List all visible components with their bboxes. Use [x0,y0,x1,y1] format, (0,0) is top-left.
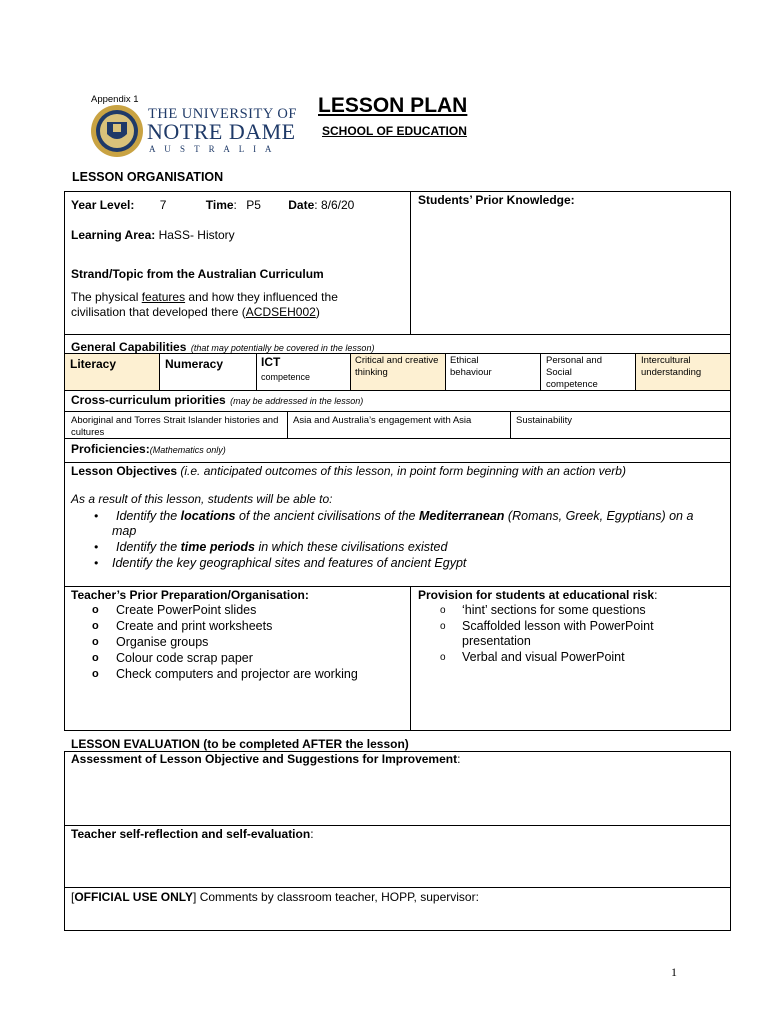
crest-icon [90,104,144,158]
objective-item: • Identify the locations of the ancient civilisations of the Mediterranean (Romans, Greek, Egyptians) on a map [94,509,694,538]
assessment-label: Assessment of Lesson Objective and Suggestions for Improvement: [71,752,461,766]
provision-item: o ‘hint’ sections for some questions [440,603,646,617]
capability-personal-social: Personal and Social competence [546,355,602,390]
page-title: LESSON PLAN [318,94,468,117]
logo-line-3: A U S T R A L I A [149,144,275,154]
year-time-date-row: Year Level: 7 Time: P5 Date: 8/6/20 [71,198,355,212]
preparation-item: o Colour code scrap paper [92,651,253,665]
cross-curriculum-header: Cross-curriculum priorities (may be addressed in the lesson) [71,393,364,407]
objectives-intro: As a result of this lesson, students will be able to: [71,492,333,506]
evaluation-table [64,751,731,931]
provision-list [440,603,700,665]
section-title-evaluation: LESSON EVALUATION (to be completed AFTER the lesson) [71,737,409,751]
priority-sustainability: Sustainability [516,415,572,426]
logo-line-2: NOTRE DAME [147,119,296,144]
preparation-header: Teacher’s Prior Preparation/Organisation: [71,588,309,602]
strand-label: Strand/Topic from the Australian Curriculum [71,267,324,281]
capability-critical-thinking: Critical and creative thinking [351,354,445,390]
preparation-item: o Organise groups [92,635,209,649]
learning-area-label: Learning Area: [71,228,156,242]
date-label: Date [288,198,315,212]
year-level-value: 7 [159,198,167,212]
logo-line-1: THE UNIVERSITY OF [148,106,297,122]
priority-asia: Asia and Australia’s engagement with Asia [293,415,472,426]
appendix-label: Appendix 1 [91,94,139,105]
page-number: 1 [671,965,677,979]
reflection-label: Teacher self-reflection and self-evaluation: [71,827,314,841]
proficiencies-header: Proficiencies:(Mathematics only) [71,442,226,456]
objectives-list [90,509,710,571]
capability-intercultural: Intercultural understanding [636,354,730,390]
preparation-item: o Check computers and projector are working [92,667,358,681]
preparation-list [92,603,402,682]
learning-area-row [71,228,235,242]
section-title-organisation: LESSON ORGANISATION [72,170,224,184]
provision-item: o Scaffolded lesson with PowerPoint presentation [440,619,654,648]
general-capabilities-header: General Capabilities (that may potentially be covered in the lesson) [71,340,375,354]
provision-header: Provision for students at educational risk: [418,588,658,602]
objective-item: • Identify the time periods in which these civilisations existed [94,540,448,554]
time-value: P5 [246,198,261,212]
objectives-header: Lesson Objectives (i.e. anticipated outcomes of this lesson, in point form beginning with an action verb) [71,464,626,478]
preparation-item: o Create PowerPoint slides [92,603,257,617]
preparation-item: o Create and print worksheets [92,619,273,633]
learning-area-value: HaSS- History [158,228,235,242]
official-use-label: [OFFICIAL USE ONLY] Comments by classroom teacher, HOPP, supervisor: [71,890,479,904]
capability-ethical: Ethical behaviour [450,355,492,378]
curriculum-code-link[interactable]: ACDSEH002 [245,305,316,319]
page-subtitle: SCHOOL OF EDUCATION [322,124,467,138]
university-logo [90,102,297,158]
capability-literacy: Literacy [65,354,159,390]
time-label: Time [205,198,234,212]
capability-ict: ICT competence [261,355,311,382]
capability-numeracy: Numeracy [165,357,224,371]
objective-item: • Identify the key geographical sites and features of ancient Egypt [94,556,467,570]
year-level-label: Year Level: [71,198,135,212]
provision-item: o Verbal and visual PowerPoint [440,650,625,664]
strand-text: The physical features and how they influenced the civilisation that developed there (ACDSEH002) [71,290,338,319]
date-value: : 8/6/20 [314,198,355,212]
prior-knowledge-label: Students’ Prior Knowledge: [418,193,575,207]
priority-aboriginal: Aboriginal and Torres Strait Islander histories and cultures [71,415,279,438]
features-link[interactable]: features [141,290,186,304]
